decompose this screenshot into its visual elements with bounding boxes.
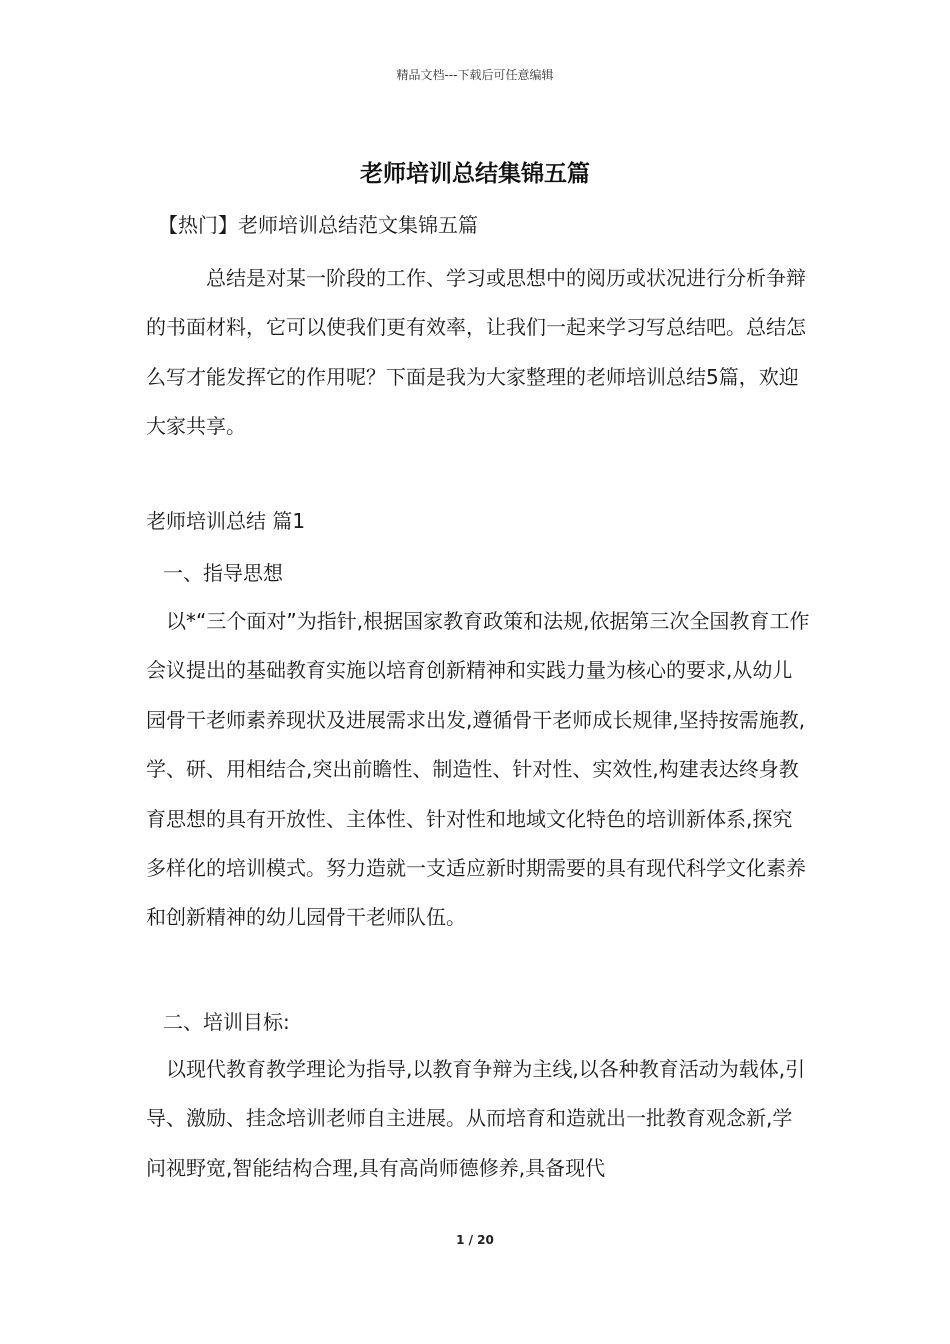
page-header-note: 精品文档---下载后可任意编辑 <box>396 68 554 82</box>
intro-paragraph: 总结是对某一阶段的工作、学习或思想中的阅历或状况进行分析争辩的书面材料，它可以使我们更有效率，让我们一起来学习写总结吧。总结怎么写才能发挥它的作用呢？下面是我为大家整理的老师培训总结5篇，欢迎大家共享。 <box>146 266 806 438</box>
subsection-paragraph-training-goals: 以现代教育教学理论为指导,以教育争辩为主线,以各种教育活动为载体,引导、激励、挂念培训老师自主进展。从而培育和造就出一批教育观念新,学问视野宽,智能结构合理,具有高尚师德修养,具备现代 <box>146 1057 806 1180</box>
page-number: 1 / 20 <box>456 1233 494 1247</box>
section-heading: 老师培训总结 篇1 <box>146 509 306 533</box>
subsection-paragraph-guiding-ideology: 以*“三个面对”为指针,根据国家教育政策和法规,依据第三次全国教育工作会议提出的基础教育实施以培育创新精神和实践力量为核心的要求,从幼儿园骨干老师素养现状及进展需求出发,遵循骨干老师成长规律,坚持按需施教,学、研、用相结合,突出前瞻性、制造性、针对性、实效性,构建表达终身教育思想的具有开放性、主体性、针对性和地域文化特色的培训新体系,探究多样化的培训模式。努力造就一支适应新时期需要的具有现代科学文化素养和创新精神的幼儿园骨干老师队伍。 <box>146 609 810 930</box>
document-subtitle: 【热门】老师培训总结范文集锦五篇 <box>158 213 478 237</box>
subsection-heading-training-goals: 二、培训目标: <box>163 1010 290 1034</box>
subsection-heading-guiding-ideology: 一、指导思想 <box>163 561 283 585</box>
document-title: 老师培训总结集锦五篇 <box>360 161 590 187</box>
